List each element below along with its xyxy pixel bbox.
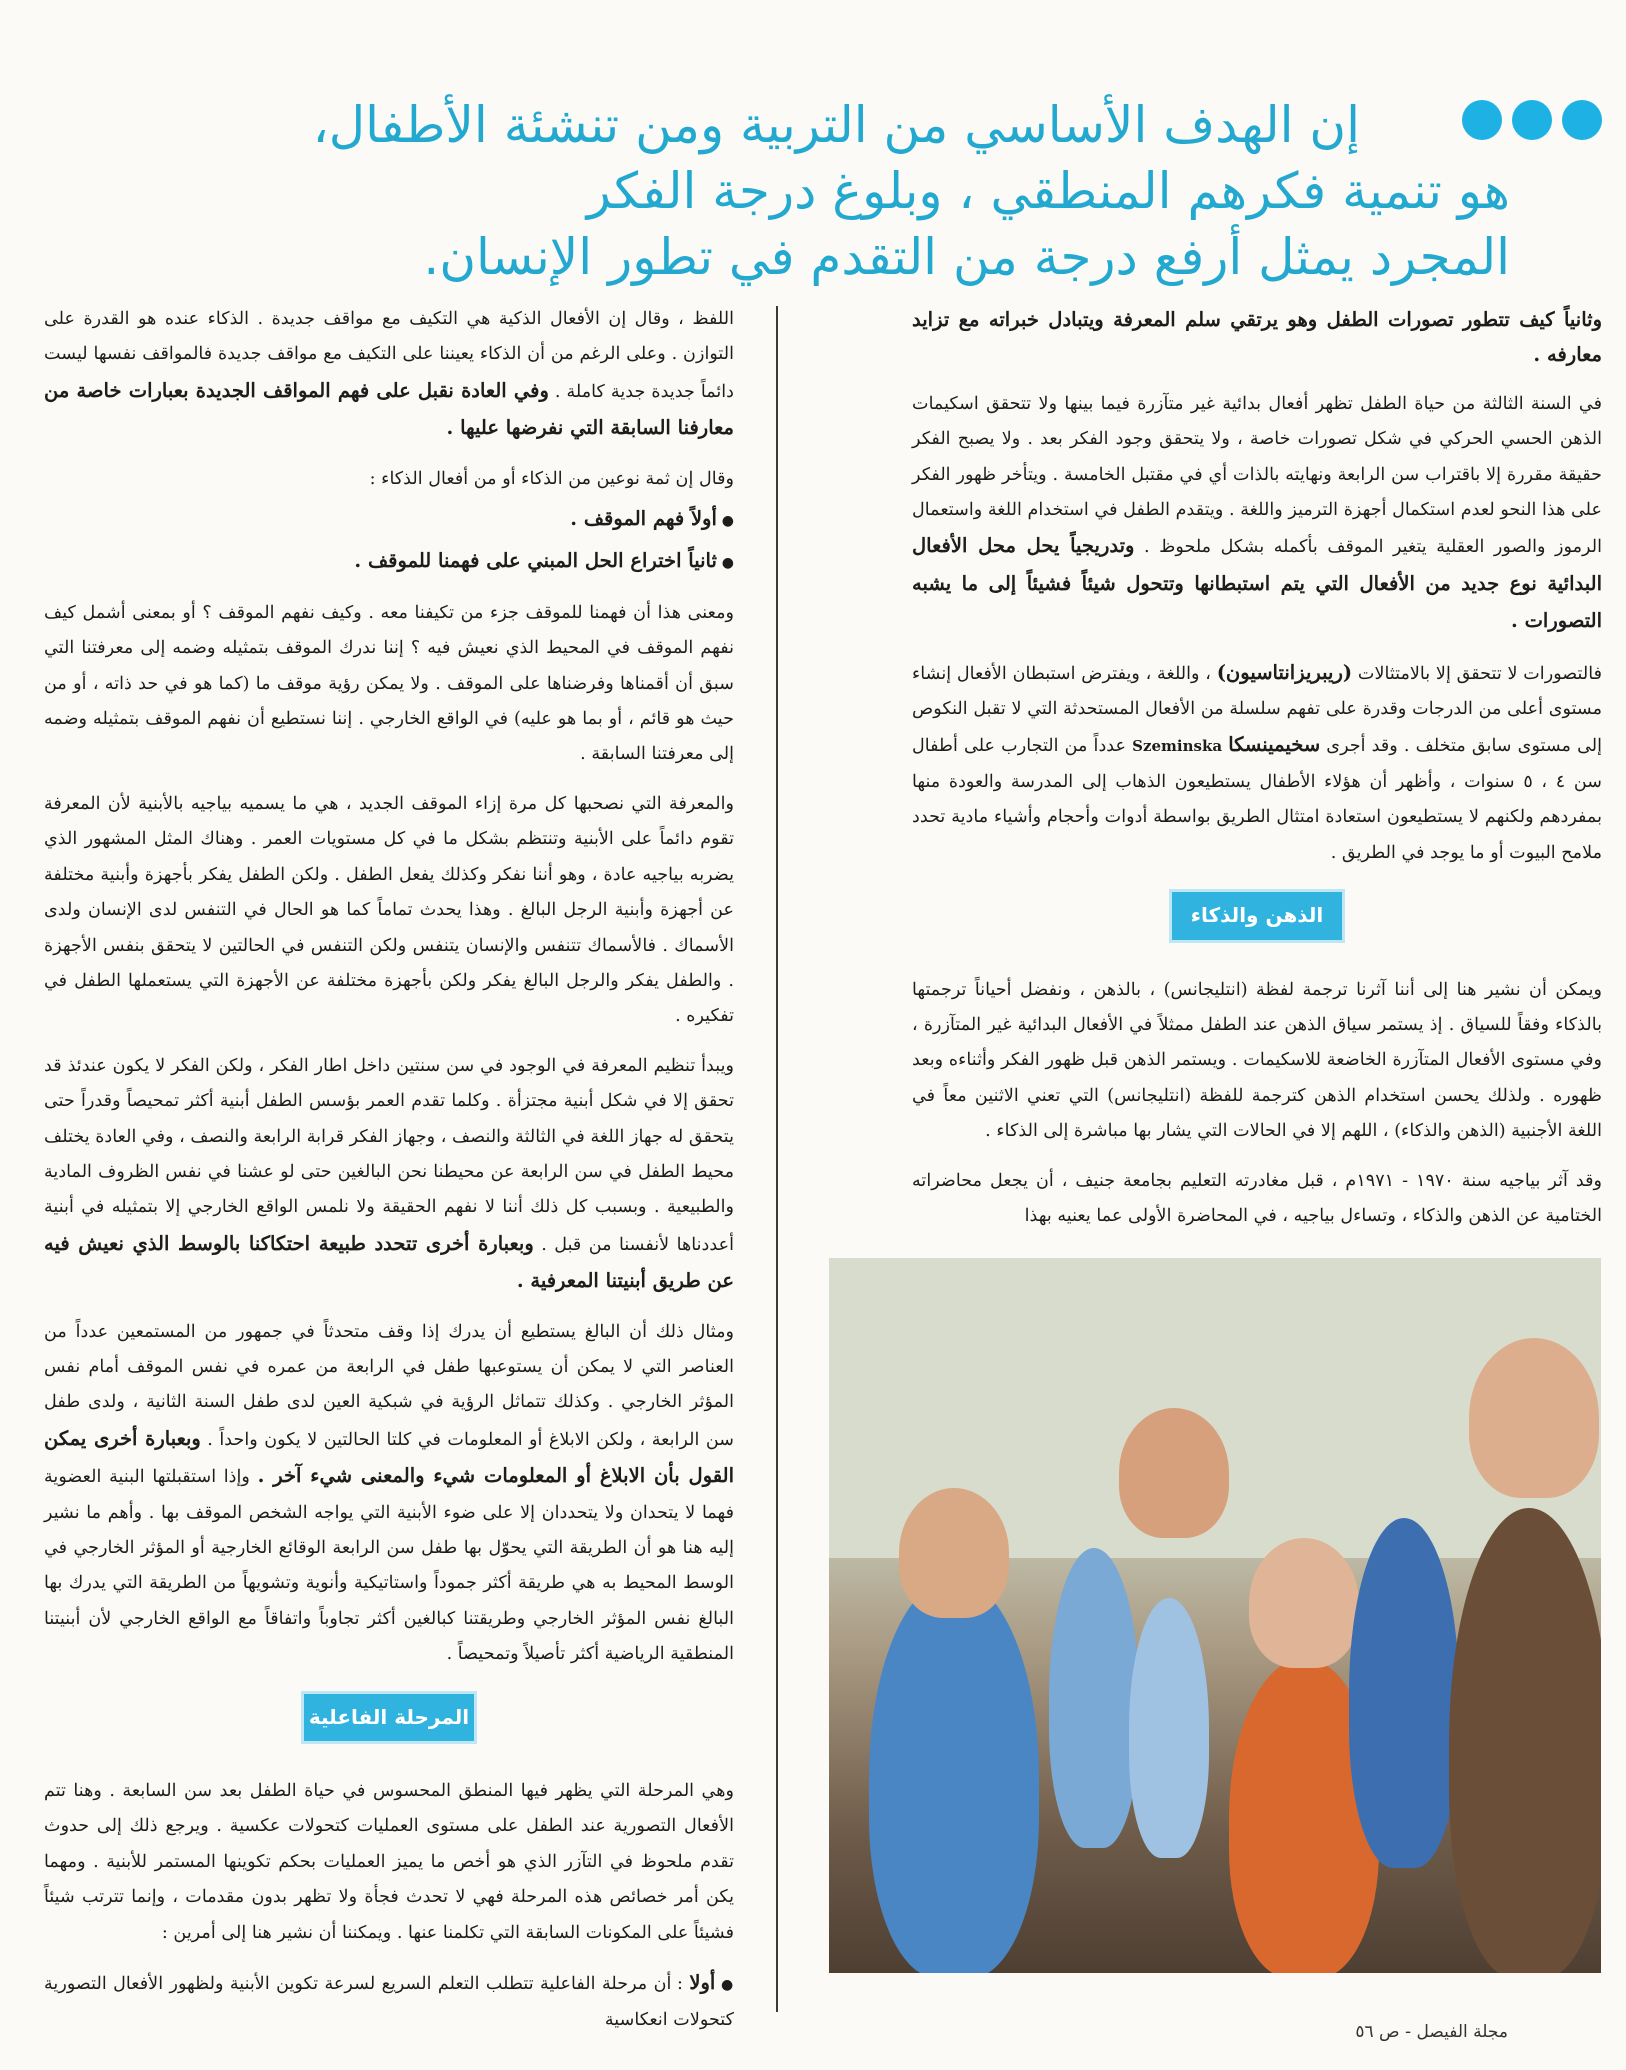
bullet-item: ● أولاً فهم الموقف . <box>44 501 734 539</box>
child-face <box>1119 1408 1229 1538</box>
bullet-label: ● أولا <box>689 1971 734 1994</box>
paragraph-text: ومثال ذلك أن البالغ يستطيع أن يدرك إذا وقف متحدثاً في جمهور من المستمعين عدداً من العناصر التي لا يمكن أن يستوعبها طفل في الرابعة من عمره في نفس الموقف أمام نفس المؤثر الخارجي . وكذلك تتماثل الرؤية في شبكية العين لدى طفل السنة الثانية ، ولدى طفل سن الرابعة ، ولكن الابلاغ أو المعلومات في كلتا الحالتين لا يكون واحداً . <box>44 1321 734 1450</box>
pull-quote-line-1: إن الهدف الأساسي من التربية ومن تنشئة الأطفال، <box>312 96 1360 154</box>
paragraph: ويمكن أن نشير هنا إلى أننا آثرنا ترجمة لفظة (انتليجانس) ، بالذهن ، ونفضل أحياناً ترجمتها بالذكاء وفقاً للسياق . إذ يستمر سياق الذهن عند الطفل ممثلاً في الأفعال البدائية غير المتآزرة ، وفي مستوى الأفعال المتآزرة الخاضعة للاسكيمات . ويستمر الذهن قبل ظهور الفكر وأثناءه وبعد ظهوره . ولذلك يحسن استخدام الذهن كترجمة للفظة (انتليجانس) التي تعني الاثنين معاً في اللغة الأجنبية (الذهن والذكاء) ، اللهم إلا في الحالات التي يشار بها مباشرة إلى الذكاء . <box>912 979 1602 1142</box>
child-face <box>899 1488 1009 1618</box>
section-heading: الذهن والذكاء <box>1169 889 1345 942</box>
paragraph-bold: وبعبارة أخرى يمكن القول بأن الابلاغ أو المعلومات شيء والمعنى شيء آخر . <box>44 1426 734 1488</box>
puppet-figure <box>1129 1598 1209 1858</box>
paragraph <box>44 302 734 448</box>
child-figure <box>869 1578 1039 1973</box>
paragraph-text: : أن مرحلة الفاعلية تتطلب التعلم السريع لسرعة تكوين الأبنية ولظهور الأفعال التصورية كتحولات انعكاسية <box>44 1974 734 2031</box>
child-face <box>1469 1338 1599 1498</box>
paragraph-bold: وبعبارة أخرى تتحدد طبيعة احتكاكنا بالوسط الذي نعيش فيه عن طريق أبنيتنا المعرفية . <box>44 1231 734 1293</box>
paragraph: وقد آثر بياجيه سنة ١٩٧٠ - ١٩٧١م ، قبل مغادرته التعليم بجامعة جنيف ، أن يجعل محاضراته الختامية عن الذهن والذكاء ، وتساءل بياجيه ، في المحاضرة الأولى عما يعنيه بهذا <box>912 1170 1603 1226</box>
paragraph: وهي المرحلة التي يظهر فيها المنطق المحسوس في حياة الطفل بعد سن السابعة . وهنا تتم الأفعال التصورية عند الطفل على مستوى العمليات كتحولات عكسية . ويرجع ذلك إلى حدوث تقدم ملحوظ في التآزر الذي هو أخص ما يميز العمليات بحكم تكوينها المستمر للأبنية . ومهما يكن أمر خصائص هذه المرحلة فهي لا تحدث فجأة ولا تظهر بدون مقدمات ، وإنما تترتب شيئاً فشيئاً على المكونات السابقة التي تكلمنا عنها . ويمكننا أن نشير هنا إلى أمرين : <box>44 1781 734 1943</box>
paragraph-bold: وفي العادة نقبل على فهم المواقف الجديدة بعبارات خاصة من معارفنا السابقة التي نفرضها عليها . <box>44 378 734 440</box>
column-divider <box>776 306 778 2012</box>
pull-quote <box>40 92 1510 290</box>
paragraph <box>912 387 1602 641</box>
pull-quote-line-2: هو تنمية فكرهم المنطقي ، وبلوغ درجة الفكر <box>586 162 1510 220</box>
child-figure <box>1449 1508 1601 1973</box>
left-column <box>44 302 734 2053</box>
dot-icon <box>1562 100 1602 140</box>
child-face <box>1249 1538 1359 1668</box>
paragraph <box>912 655 1602 871</box>
page-footer: مجلة الفيصل - ص ٥٦ <box>1355 2022 1508 2042</box>
latin-name: Szeminska <box>1132 737 1223 756</box>
paragraph-text: فالتصورات لا تتحقق إلا بالامتثالات <box>1357 663 1602 684</box>
bullet-item: ● ثانياً اختراع الحل المبني على فهمنا للموقف . <box>44 543 734 581</box>
paragraph-text: عدداً من التجارب على أطفال سن ٤ ، ٥ سنوات ، وأظهر أن هؤلاء الأطفال يستطيعون الذهاب إلى المدرسة والعودة منها بمفردهم ولكنهم لا يستطيعون استعادة امتثال الطريق بواسطة أدوات وأحجام وأشياء مادية تحدد ملامح البيوت أو ما يوجد في الطريق . <box>912 736 1602 863</box>
name-bold: سخيمينسكا <box>1228 733 1321 757</box>
paragraph-text: وإذا استقبلتها البنية العضوية فهما لا يتحدان ولا يتحددان إلا على ضوء الأبنية التي يواجه الشخص الموقف بها . وأهم ما نشير إليه هنا هو أن الطريقة التي يحوّل بها طفل سن الرابعة الوقائع الخارجية أو المؤثر الخارجي في الوسط المحيط به هي طريقة أكثر جموداً واستاتيكية وأنوية وتشويهاً من الطريقة التي يدرك بها البالغ نفس المؤثر الخارجي وطريقتنا كبالغين أكثر تجاوباً واتفاقاً مع الواقع الخارجي لأن أبنيتنا المنطقية الرياضية أكثر تأصيلاً وتمحيصاً . <box>44 1467 734 1665</box>
puppet-figure <box>1349 1518 1459 1868</box>
right-column <box>912 302 1602 1248</box>
paragraph: وثانياً كيف تتطور تصورات الطفل وهو يرتقي سلم المعرفة ويتبادل خبراته مع تزايد معارفه . <box>912 308 1602 367</box>
section-heading: المرحلة الفاعلية <box>301 1691 477 1744</box>
paragraph <box>44 1315 734 1673</box>
paragraph: والمعرفة التي نصحبها كل مرة إزاء الموقف الجديد ، هي ما يسميه بياجيه بالأبنية لأن المعرفة تقوم دائماً على الأبنية وتنتظم بشكل ما في كل مستويات العمر . وهناك المثل المشهور الذي يضربه بياجيه عادة ، وهو أننا نفكر وكذلك يفعل الطفل . ولكن الطفل يفكر بأجهزة وأبنية مختلفة عن أجهزة وأبنية الرجل البالغ . وهذا يحدث تماماً كما هو الحال في التنفس لدى الإنسان ولدى الأسماك . فالأسماك تتنفس والإنسان يتنفس ولكن التنفس في الحالتين لا يتحقق بنفس الأجهزة . والطفل يفكر والرجل البالغ يفكر ولكن بأجهزة مختلفة عن الأجهزة التي يستعملها الطفل في تفكيره . <box>44 793 734 1027</box>
paragraph: ومعنى هذا أن فهمنا للموقف جزء من تكيفنا معه . وكيف نفهم الموقف ؟ أو بمعنى أشمل كيف نفهم الموقف في المحيط الذي نعيش فيه ؟ إننا ندرك الموقف بتمثيله وضمه إلى معرفتنا التي سبق أن أقمناها وفرضناها على الموقف . ولا يمكن رؤية موقف ما (كما هو في حد ذاته ، أو من حيث هو قائم ، أو بما هو عليه) في الواقع الخارجي . إننا نستطيع أن نفهم الموقف بتمثيله وضمه إلى معرفتنا السابقة . <box>44 602 734 765</box>
puppet-figure <box>1049 1548 1139 1848</box>
paragraph-bold: وتدريجياً يحل محل الأفعال البدائية نوع جديد من الأفعال التي يتم استبطانها وتتحول شيئاً فشيئاً إلى ما يشبه التصورات . <box>912 534 1602 633</box>
paragraph-text: اللفظ ، وقال إن الأفعال الذكية هي التكيف مع مواقف جديدة . الذكاء عنده هو القدرة على التوازن . وعلى الرغم من أن الذكاء يعيننا على التكيف مع مواقف جديدة فالمواقف نفسها ليست دائماً جديدة جدية كاملة . <box>44 309 734 402</box>
paragraph <box>44 1049 734 1301</box>
dot-icon <box>1512 100 1552 140</box>
pull-quote-line-3: المجرد يمثل أرفع درجة من التقدم في تطور الإنسان. <box>423 228 1510 286</box>
paragraph-text: ويبدأ تنظيم المعرفة في الوجود في سن سنتين داخل اطار الفكر ، ولكن الفكر لا يكون عندئذ قد تحقق إلا في شكل أبنية مجتزأة . وكلما تقدم العمر بؤسس الطفل أبنية أكثر تمحيصاً وقدراً حتى يتحقق له جهاز اللغة في الثالثة والنصف ، وجهاز الفكر قرابة الرابعة والنصف ، وفي العادة يختلف محيط الطفل في سن الرابعة عن محيطنا نحن البالغين حتى لو عشنا في نفس الظروف المادية والطبيعية . وبسبب كل ذلك أننا لا نفهم الحقيقة ولا نلمس الواقع الخارجي إلا بتمثيله في أبنية أعددناها لأنفسنا من قبل . <box>44 1055 734 1255</box>
bullet-item <box>44 1965 734 2039</box>
paragraph-text: في السنة الثالثة من حياة الطفل تظهر أفعال بدائية غير متآزرة فيما بينها ولا تتحقق اسكيمات الذهن الحسي الحركي في شكل تصورات خاصة ، ولا يتحقق وجود الفكر بعد . ولا يصبح الفكر حقيقة مقررة إلا باقتراب سن الرابعة ونهايته بالذات أي في مقتبل الخامسة . ويتأخر ظهور الفكر على هذا النحو لعدم استكمال أجهزة الترميز واللغة . ويتقدم الطفل في استخدام اللغة واستعمال الرموز والصور العقلية يتغير الموقف بأكمله بشكل ملحوظ . <box>912 393 1602 558</box>
paragraph: وقال إن ثمة نوعين من الذكاء أو من أفعال الذكاء : <box>369 468 734 489</box>
children-puppets-photo <box>829 1258 1601 1973</box>
paragraph-text: ، واللغة ، ويفترض استبطان الأفعال إنشاء مستوى أعلى من الدرجات وقدرة على تفهم سلسلة من الأفعال المستحدثة التي لا تقبل النكوص إلى مستوى سابق متخلف . وقد أجرى <box>912 663 1602 757</box>
term-bold: (ريبريزانتاسيون) <box>1216 660 1353 684</box>
